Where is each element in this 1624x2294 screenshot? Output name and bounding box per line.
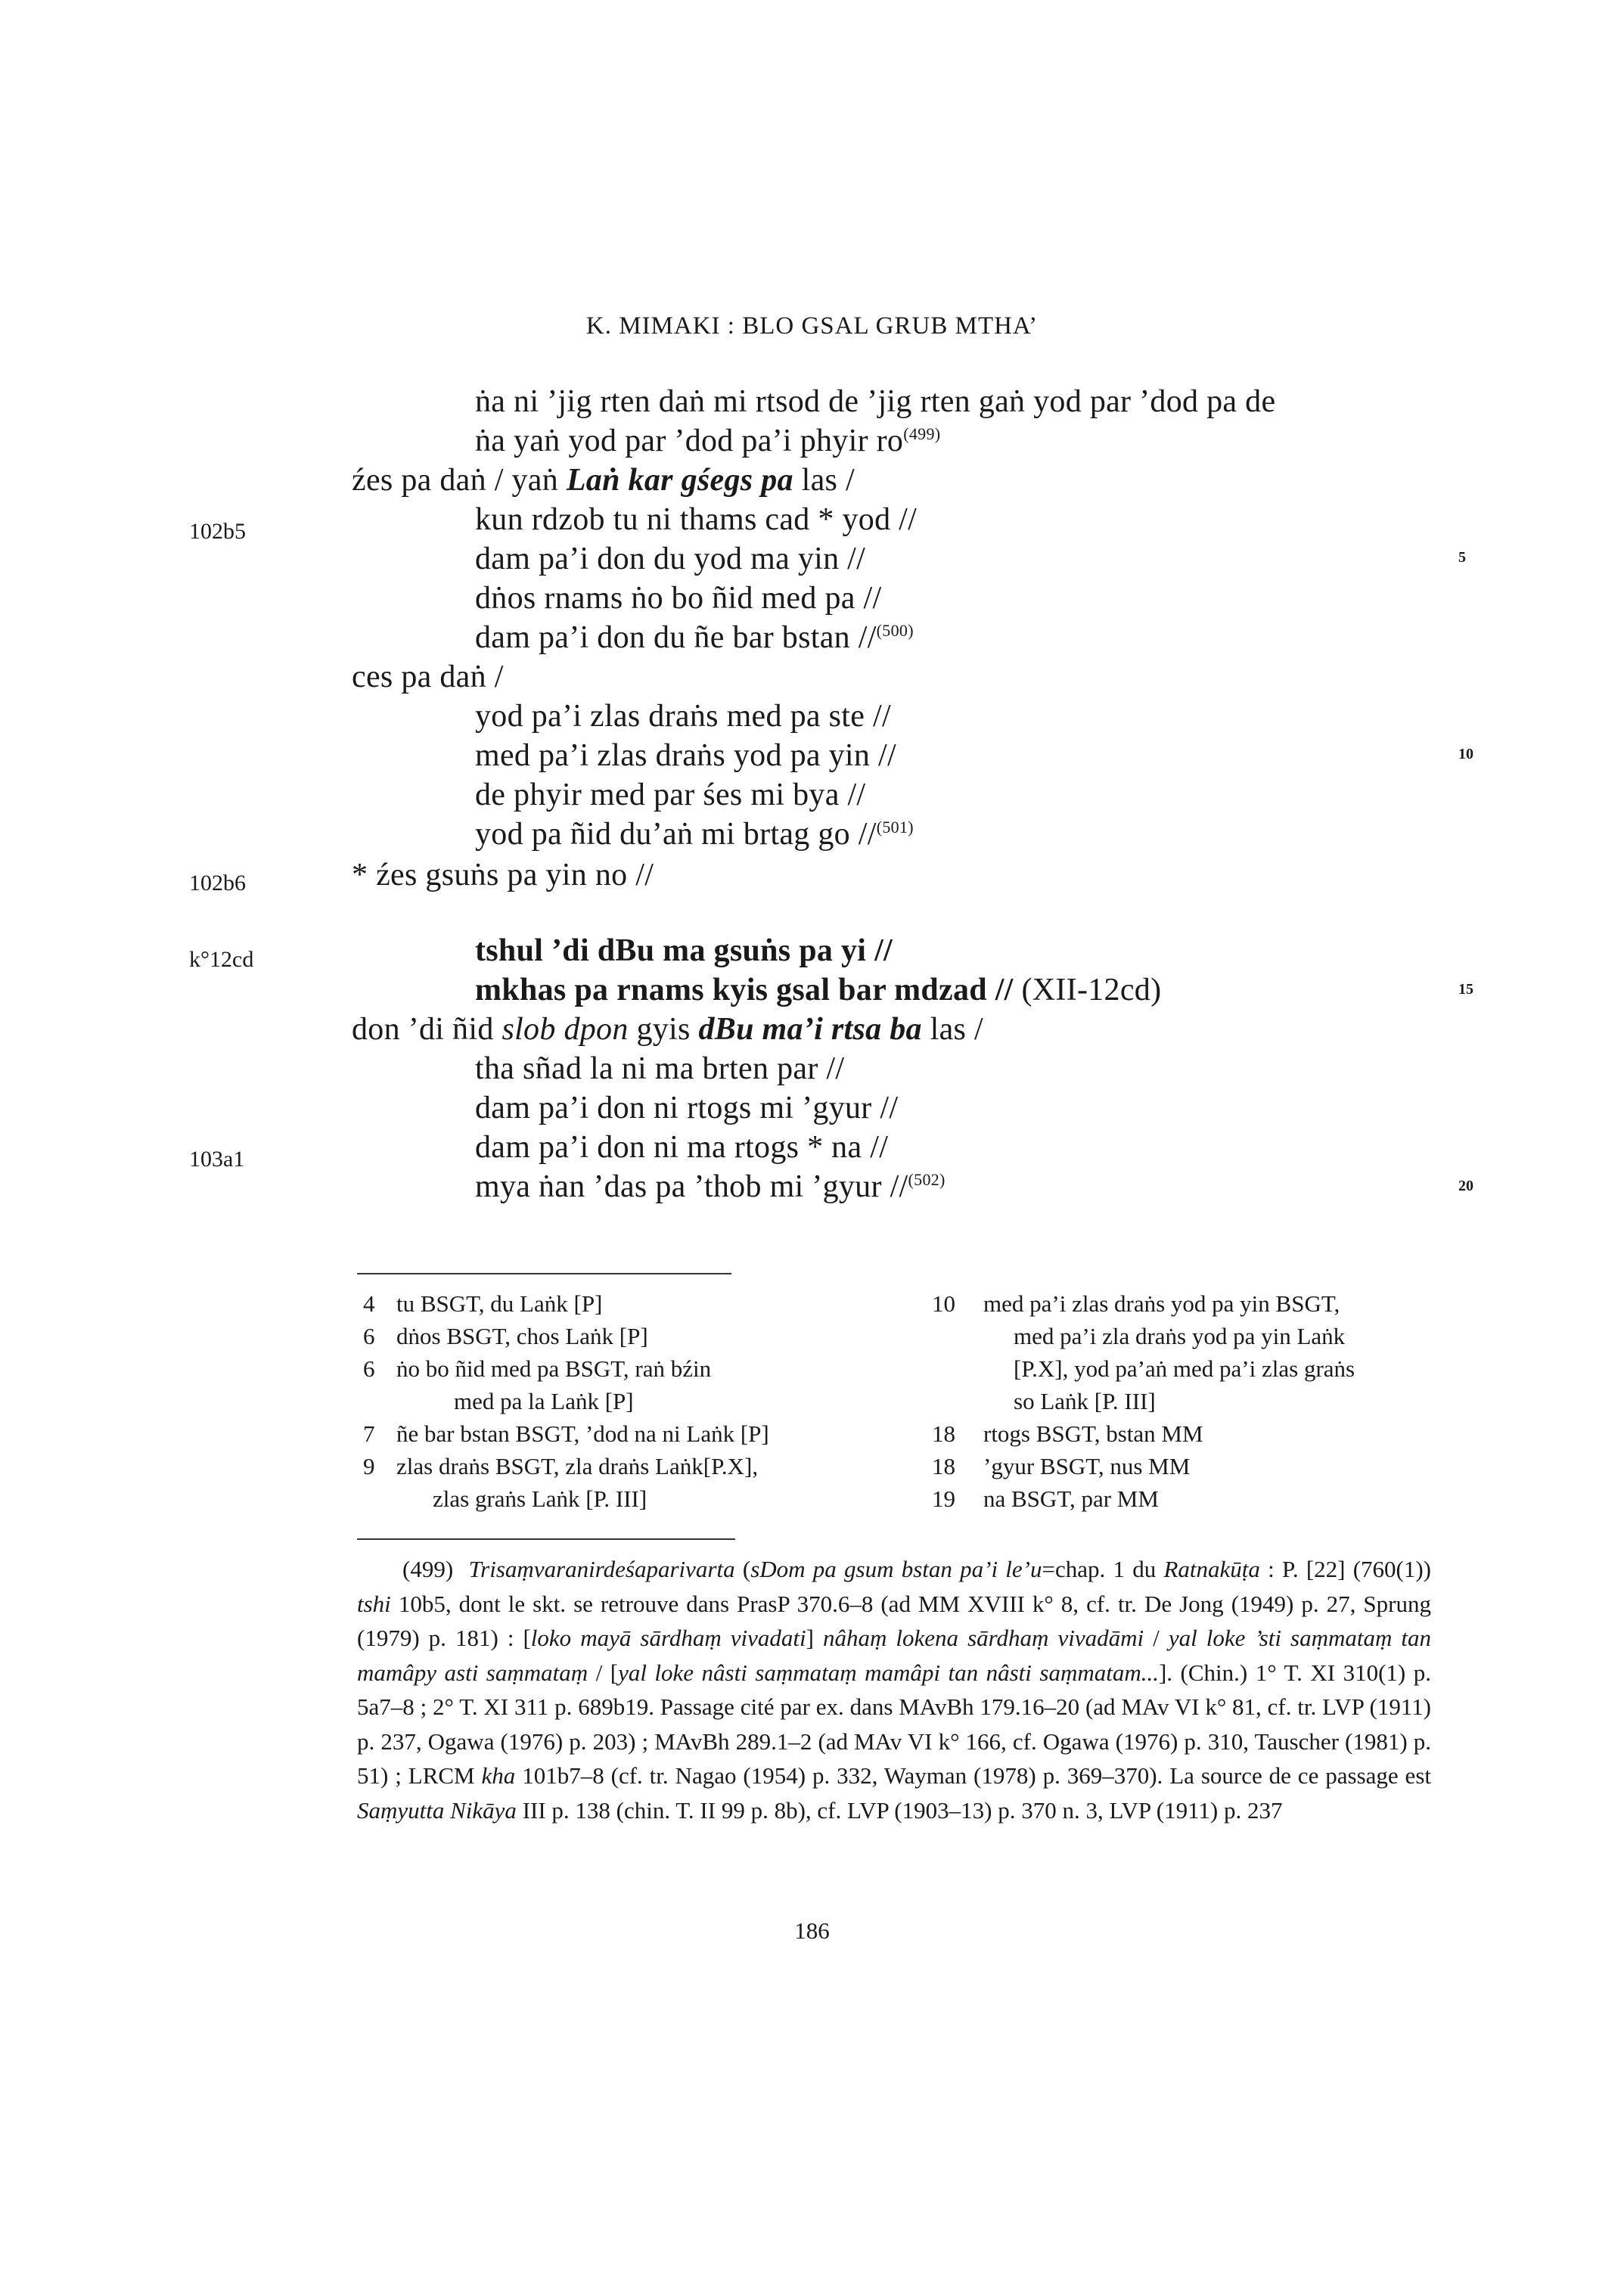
footnote-rule	[357, 1538, 735, 1540]
verse-line: tha sñad la ni ma brten par //	[475, 1051, 845, 1086]
apparatus-entry: 6 dṅos BSGT, chos Laṅk [P]	[363, 1323, 648, 1349]
verse-line: dam pa’i don ni ma rtogs * na //	[475, 1130, 889, 1165]
verse-line: kun rdzob tu ni thams cad * yod //	[475, 502, 918, 537]
apparatus-entry-cont: [P.X], yod pa’aṅ med pa’i zlas graṅs	[1014, 1355, 1355, 1382]
text-line: don ’di ñid slob dpon gyis dBu ma’i rtsa ba las /	[352, 1012, 983, 1047]
margin-ref: k°12cd	[189, 947, 254, 972]
apparatus-entry: 19 na BSGT, par MM	[932, 1485, 1159, 1512]
verse-line: dam pa’i don du ñe bar bstan //$^{(500)}$	[475, 620, 914, 655]
footnote-ref[interactable]: (499)	[903, 424, 941, 443]
line-number: 5	[1458, 549, 1466, 566]
apparatus-entry-cont: med pa’i zla draṅs yod pa yin Laṅk	[1014, 1323, 1346, 1349]
apparatus-left	[363, 1287, 769, 1515]
line-number: 20	[1458, 1178, 1473, 1194]
margin-ref: 102b5	[189, 519, 246, 544]
line-number: 15	[1458, 981, 1473, 998]
verse-line: mya ṅan ’das pa ’thob mi ’gyur //$^{(502)}$	[475, 1169, 946, 1204]
line-number: 10	[1458, 746, 1473, 762]
apparatus-entry-cont: zlas graṅs Laṅk [P. III]	[433, 1485, 647, 1512]
footnote-ref[interactable]: (502)	[908, 1170, 946, 1189]
footnote-499: (499) Trisaṃvaranirdeśaparivarta (sDom pa gsum bstan pa’i le’u=chap. 1 du Ratnakūṭa : P. [22] (760(1)) tshi 10b5, dont le skt. se retrouve dans PrasP 370.6–8 (ad MM XVIII k° 8, cf. tr. De Jong (1949) p. 27, Sprung (1979) p. 181) : [loko mayā sārdhaṃ vivadati] nâhaṃ lokena sārdhaṃ vivadāmi / yal loke ’sti saṃmataṃ tan mamâpy asti saṃmataṃ / [yal loke nâsti saṃmataṃ mamâpi tan nâsti saṃmatam...]. (Chin.) 1° T. XI 310(1) p. 5a7–8 ; 2° T. XI 311 p. 689b19. Passage cité par ex. dans MAvBh 179.16–20 (ad MAv VI k° 81, cf. tr. LVP (1911) p. 237, Ogawa (1976) p. 203) ; MAvBh 289.1–2 (ad MAv VI k° 166, cf. Ogawa (1976) p. 310, Tauscher (1981) p. 51) ; LRCM kha 101b7–8 (cf. tr. Nagao (1954) p. 332, Wayman (1978) p. 369–370). La source de ce passage est Saṃyutta Nikāya III p. 138 (chin. T. II 99 p. 8b), cf. LVP (1903–13) p. 370 n. 3, LVP (1911) p. 237	[357, 1556, 1432, 1824]
apparatus-entry-cont: so Laṅk [P. III]	[1014, 1388, 1156, 1414]
text-line: ces pa daṅ /	[352, 660, 504, 694]
margin-ref: 103a1	[189, 1147, 245, 1172]
author-name: slob dpon	[501, 1012, 629, 1047]
root-verse-line: tshul ’di dBu ma gsuṅs pa yi //	[475, 933, 893, 968]
apparatus-entry-cont: med pa la Laṅk [P]	[454, 1388, 634, 1414]
verse-line: yod pa’i zlas draṅs med pa ste //	[475, 699, 891, 734]
work-title: Laṅ kar gśegs pa	[566, 463, 793, 498]
margin-ref: 102b6	[189, 871, 246, 896]
footnote-ref[interactable]: (500)	[876, 621, 914, 640]
text-line: ṅa ni ’jig rten daṅ mi rtsod de ’jig rten gaṅ yod par ’dod pa de	[475, 384, 1276, 419]
text-line: ṅa yaṅ yod par ’dod pa’i phyir $ro^{(499)}$	[475, 424, 941, 458]
apparatus-entry: 18 rtogs BSGT, bstan MM	[932, 1420, 1203, 1447]
apparatus-entry: 4 tu BSGT, du Laṅk [P]	[363, 1290, 603, 1317]
text-line: źes pa daṅ / yaṅ Laṅ kar gśegs pa las /	[352, 463, 855, 498]
verse-line: de phyir med par śes mi bya //	[475, 778, 866, 812]
apparatus-entry: 6 ṅo bo ñid med pa BSGT, raṅ bźin	[363, 1355, 712, 1382]
apparatus-right	[932, 1287, 1355, 1515]
apparatus-entry: 7 ñe bar bstan BSGT, ’dod na ni Laṅk [P]	[363, 1420, 769, 1447]
root-verse-line: mkhas pa rnams kyis gsal bar mdzad // (XII-12cd)	[475, 973, 1162, 1007]
apparatus-entry: 9 zlas draṅs BSGT, zla draṅs Laṅk[P.X],	[363, 1453, 759, 1479]
apparatus-rule	[357, 1273, 731, 1274]
verse-line: dam pa’i don du yod ma yin //	[475, 542, 866, 576]
work-title: dBu ma’i rtsa ba	[698, 1012, 922, 1047]
apparatus-entry: 18 ’gyur BSGT, nus MM	[932, 1453, 1191, 1479]
verse-line: yod pa ñid du’aṅ mi brtag go //$^{(501)}$	[475, 817, 914, 852]
page-number: 186	[794, 1917, 830, 1944]
verse-line: dam pa’i don ni rtogs mi ’gyur //	[475, 1091, 899, 1125]
text-line: * źes gsuṅs pa yin no //	[352, 858, 654, 892]
running-header: K. MIMAKI : BLO GSAL GRUB MTHA’	[585, 312, 1039, 340]
footnote-ref[interactable]: (501)	[876, 818, 914, 837]
verse-line: dṅos rnams ṅo bo ñid med pa //	[475, 581, 882, 616]
verse-line: med pa’i zlas draṅs yod pa yin //	[475, 738, 896, 773]
apparatus-entry: 10 med pa’i zlas draṅs yod pa yin BSGT,	[932, 1290, 1340, 1317]
